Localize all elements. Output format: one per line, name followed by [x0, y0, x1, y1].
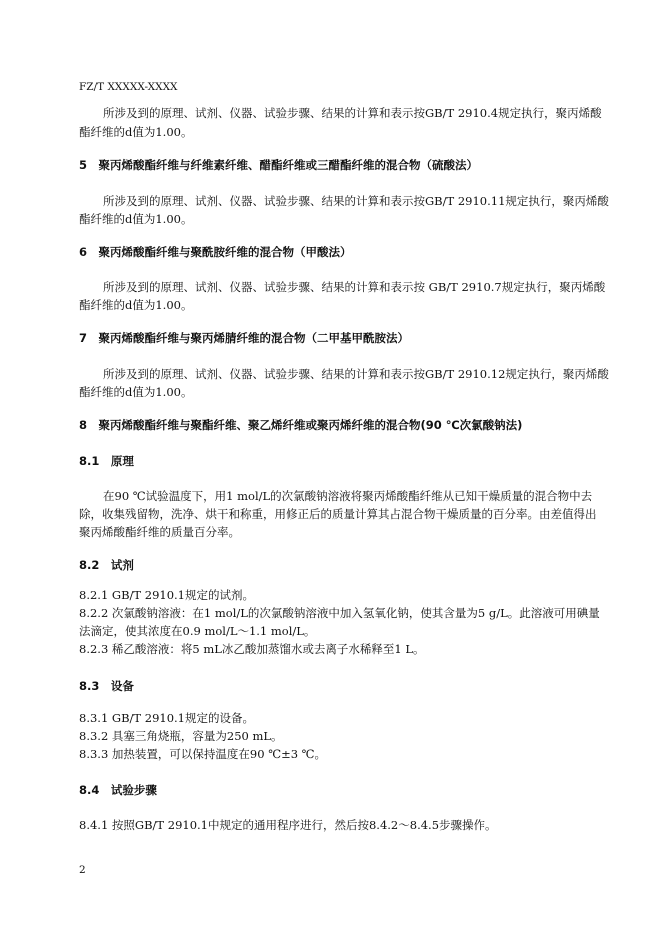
- paragraph-line: 酯纤维的d值为1.00。: [79, 212, 193, 226]
- subsection-heading: 8.3 设备: [79, 679, 134, 693]
- section-heading: 5 聚丙烯酸酯纤维与纤维素纤维、醋酯纤维或三醋酯纤维的混合物（硫酸法）: [79, 158, 478, 172]
- clause-item: 法滴定，使其浓度在0.9 mol/L～1.1 mol/L。: [79, 624, 316, 638]
- section-heading: 8 聚丙烯酸酯纤维与聚酯纤维、聚乙烯纤维或聚丙烯纤维的混合物(90 ℃次氯酸钠法): [79, 418, 523, 432]
- clause-item: 8.3.3 加热装置，可以保持温度在90 ℃±3 ℃。: [79, 747, 327, 761]
- clause-item: 8.3.2 具塞三角烧瓶，容量为250 mL。: [79, 729, 283, 743]
- subsection-heading: 8.1 原理: [79, 454, 134, 468]
- clause-item: 8.3.1 GB/T 2910.1规定的设备。: [79, 711, 254, 725]
- paragraph-line: 所涉及到的原理、试剂、仪器、试验步骤、结果的计算和表示按 GB/T 2910.7规定执行，聚丙烯酸: [103, 280, 606, 294]
- paragraph-line: 酯纤维的d值为1.00。: [79, 125, 193, 139]
- doc-id: FZ/T XXXXX-XXXX: [79, 81, 178, 93]
- paragraph-line: 所涉及到的原理、试剂、仪器、试验步骤、结果的计算和表示按GB/T 2910.4规定执行，聚丙烯酸: [103, 106, 602, 120]
- section-heading: 6 聚丙烯酸酯纤维与聚酰胺纤维的混合物（甲酸法）: [79, 245, 352, 259]
- paragraph-line: 所涉及到的原理、试剂、仪器、试验步骤、结果的计算和表示按GB/T 2910.11规定执行，聚丙烯酸: [103, 194, 609, 208]
- paragraph-line: 酯纤维的d值为1.00。: [79, 298, 193, 312]
- paragraph-line: 在90 ℃试验温度下，用1 mol/L的次氯酸钠溶液将聚丙烯酸酯纤维从已知干燥质量的混合物中去: [103, 489, 593, 503]
- clause-item: 8.2.1 GB/T 2910.1规定的试剂。: [79, 588, 254, 602]
- paragraph-line: 所涉及到的原理、试剂、仪器、试验步骤、结果的计算和表示按GB/T 2910.12规定执行，聚丙烯酸: [103, 367, 609, 381]
- subsection-heading: 8.4 试验步骤: [79, 783, 157, 797]
- page-number: 2: [79, 864, 86, 876]
- paragraph-line: 除，收集残留物，洗净、烘干和称重，用修正后的质量计算其占混合物干燥质量的百分率。由差值得出: [79, 507, 597, 521]
- paragraph-line: 聚丙烯酸酯纤维的质量百分率。: [79, 525, 240, 539]
- clause-item: 8.2.3 稀乙酸溶液：将5 mL冰乙酸加蒸馏水或去离子水稀释至1 L。: [79, 642, 425, 656]
- clause-item: 8.4.1 按照GB/T 2910.1中规定的通用程序进行，然后按8.4.2～8.4.5步骤操作。: [79, 818, 497, 832]
- paragraph-line: 酯纤维的d值为1.00。: [79, 385, 193, 399]
- clause-item: 8.2.2 次氯酸钠溶液：在1 mol/L的次氯酸钠溶液中加入氢氧化钠，使其含量为5 g/L。此溶液可用碘量: [79, 606, 600, 620]
- section-heading: 7 聚丙烯酸酯纤维与聚丙烯腈纤维的混合物（二甲基甲酰胺法）: [79, 331, 409, 345]
- subsection-heading: 8.2 试剂: [79, 558, 134, 572]
